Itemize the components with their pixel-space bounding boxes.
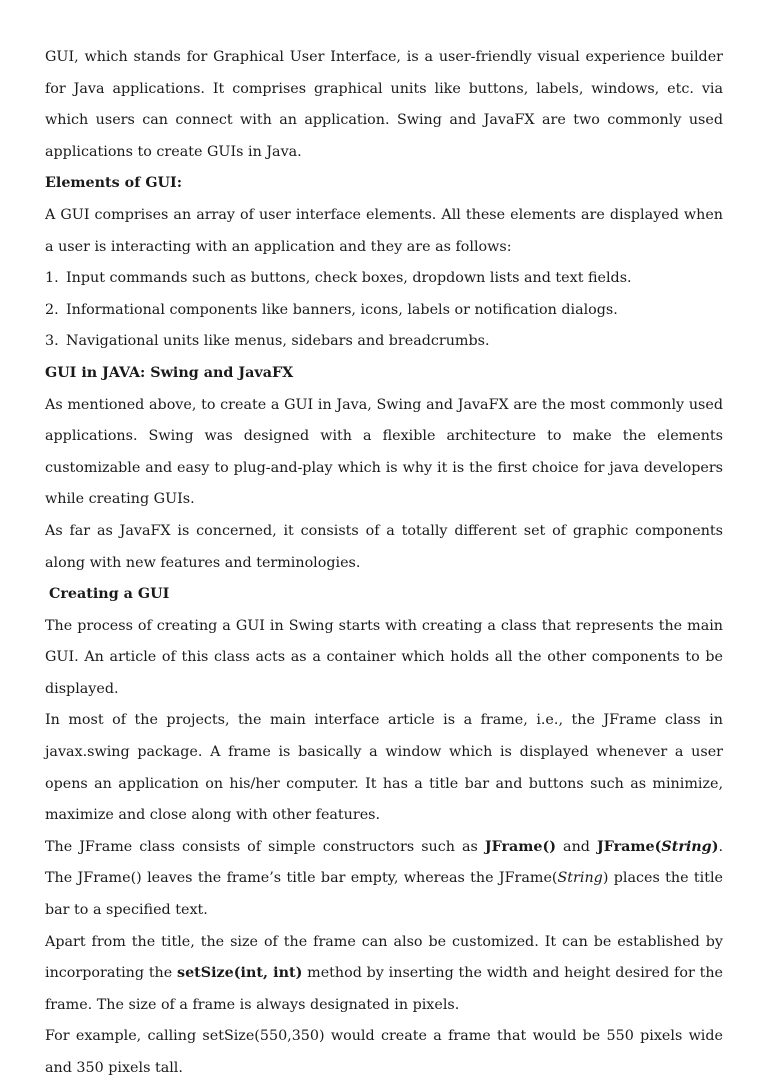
jframe-param-italic: String [557,870,603,887]
list-item-number: 1. [45,270,59,287]
jframe-constructor-1: JFrame() [484,838,557,855]
jframe-text-1: The JFrame class consists of simple constructors such as [45,838,485,855]
swing-paragraph-2: As far as JavaFX is concerned, it consists of a totally different set of graphic components along with new features and terminologies. [45,522,723,571]
jframe-constructor-2-param: String [661,838,712,855]
document-page [45,42,723,1085]
example-paragraph: For example, calling setSize(550,350) would create a frame that would be 550 pixels wide and 350 pixels tall. [45,1028,723,1076]
list-item [45,263,723,295]
list-item-number: 3. [45,333,59,350]
list-item-text: Input commands such as buttons, check boxes, dropdown lists and text fields. [66,270,632,287]
jframe-constructor-2-pre: JFrame( [596,838,662,855]
swing-heading: GUI in JAVA: Swing and JavaFX [45,364,294,381]
list-item-text: Informational components like banners, icons, labels or notification dialogs. [66,301,618,318]
creating-paragraph-2: In most of the projects, the main interface article is a frame, i.e., the JFrame class in javax.swing package. A frame is basically a window which is displayed whenever a user opens an application on his/her computer. It has a title bar and buttons such as minimize, maximize and close along with other features. [45,712,723,824]
list-item [45,326,723,358]
list-item [45,295,723,327]
list-item-number: 2. [45,301,59,318]
setsize-method: setSize(int, int) [177,965,303,982]
intro-paragraph: GUI, which stands for Graphical User Interface, is a user-friendly visual experience builder for Java applications. It comprises graphical units like buttons, labels, windows, etc. via which users can connect with an application. Swing and JavaFX are two commonly used applications to create GUIs in Java. [45,49,723,160]
creating-paragraph-1: The process of creating a GUI in Swing starts with creating a class that represents the main GUI. An article of this class acts as a container which holds all the other components to be displayed. [45,617,723,697]
jframe-paragraph [45,832,723,927]
creating-heading: Creating a GUI [49,586,170,603]
elements-intro-paragraph: A GUI comprises an array of user interface elements. All these elements are displayed when a user is interacting with an application and they are as follows: [45,206,723,255]
jframe-constructor-2 [597,839,719,855]
size-text-2: method by inserting the width and height desired for the frame. The size of a frame is always designated in pixels. [45,965,723,1013]
jframe-constructor-2-post: ) [711,838,719,855]
jframe-text-4: ) places the title bar to a specified text. [45,870,723,919]
jframe-text-3: . The JFrame() leaves the frame’s title bar empty, whereas the JFrame( [45,838,723,887]
list-item-text: Navigational units like menus, sidebars and breadcrumbs. [66,333,490,350]
size-text-1: Apart from the title, the size of the frame can also be customized. It can be established by incorporating the [45,933,723,982]
elements-heading: Elements of GUI: [45,175,182,192]
size-paragraph [45,927,723,1022]
elements-list [45,263,723,358]
jframe-text-2: and [556,838,597,855]
swing-paragraph-1: As mentioned above, to create a GUI in Java, Swing and JavaFX are the most commonly used applications. Swing was designed with a flexible architecture to make the elements customizable and easy to plug-and-play which is why it is the first choice for java developers while creating GUIs. [45,396,723,508]
